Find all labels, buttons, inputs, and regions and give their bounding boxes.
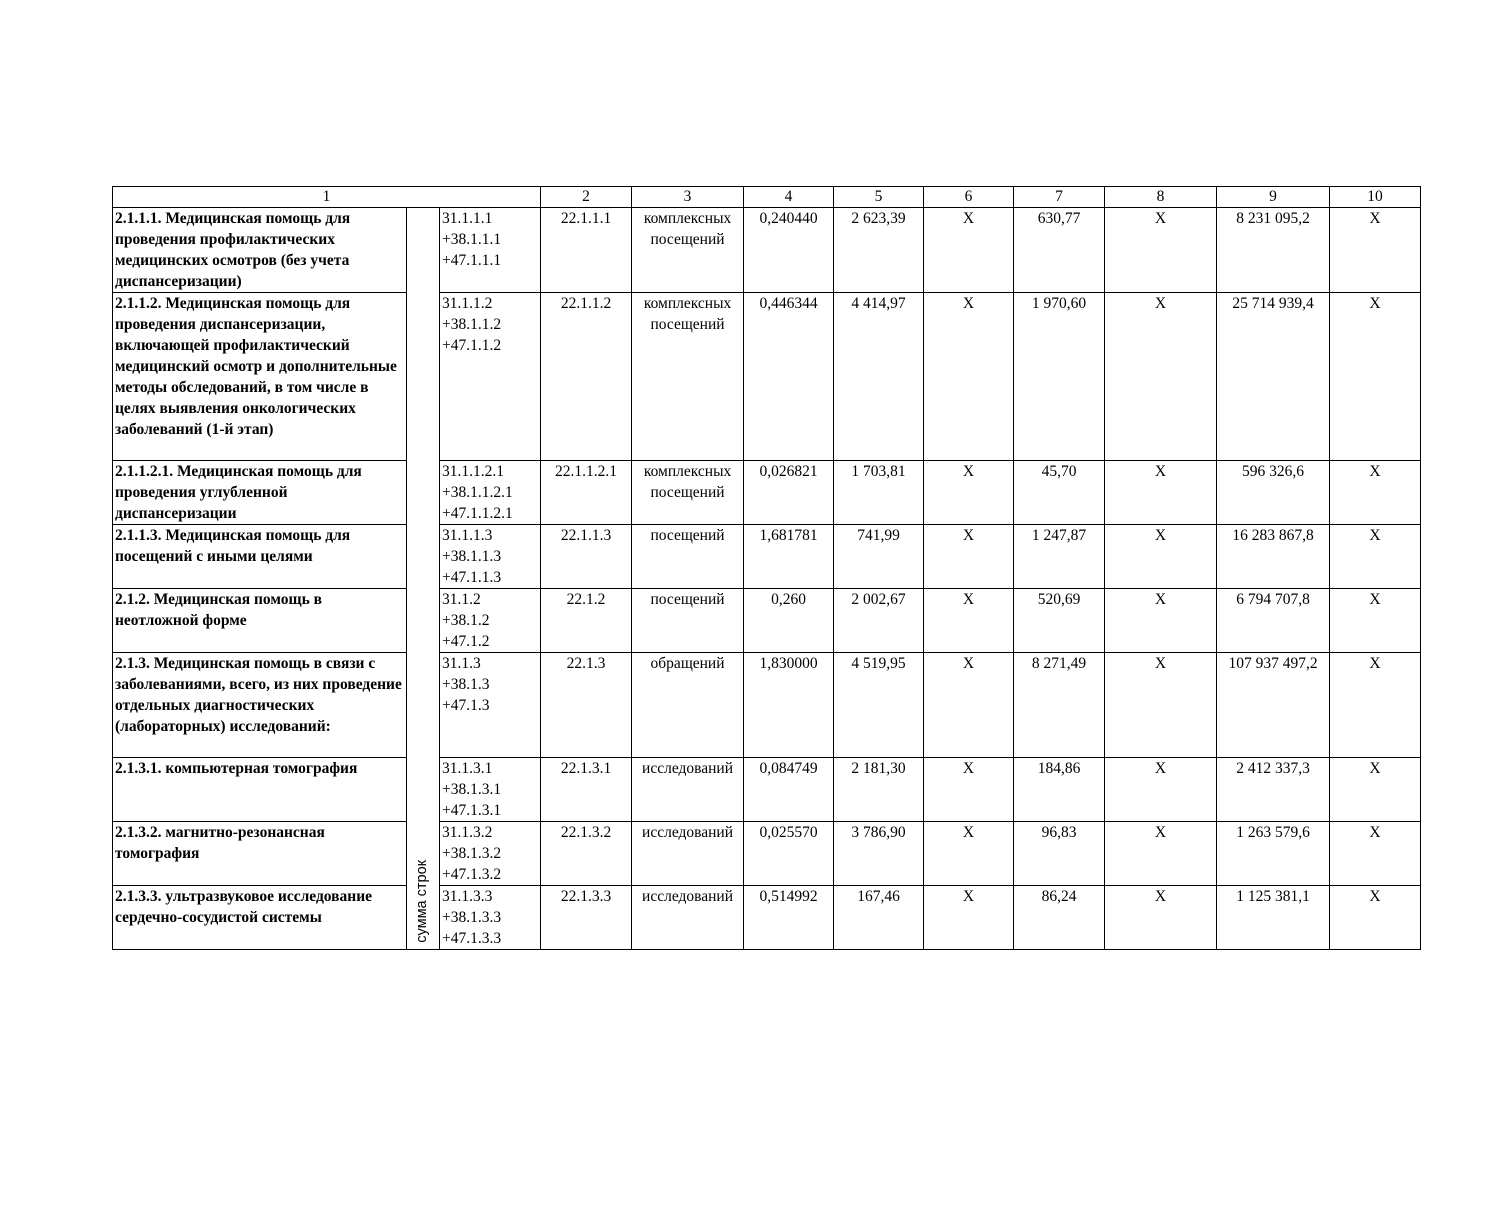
formula-line: +38.1.1.2 (442, 316, 502, 333)
table-row (113, 208, 1421, 293)
value-cell-c6: X (924, 461, 1014, 525)
table-row (113, 822, 1421, 886)
formula-cell (440, 653, 541, 758)
table-row (113, 461, 1421, 525)
formula-line: +38.1.3.2 (442, 845, 502, 862)
formula-line: +38.1.3.1 (442, 781, 502, 798)
unit-line: исследований (642, 824, 734, 841)
header-cell-3: 3 (632, 187, 744, 208)
unit-cell (632, 758, 744, 822)
formula-line: +47.1.2 (442, 633, 490, 650)
value-cell-c10: X (1330, 208, 1421, 293)
value-cell-c7: 96,83 (1014, 822, 1105, 886)
value-cell-c5: 741,99 (834, 525, 924, 589)
code-cell: 22.1.3 (541, 653, 632, 758)
value-cell-c5: 2 623,39 (834, 208, 924, 293)
value-cell-c8: X (1105, 822, 1217, 886)
formula-line: +38.1.2 (442, 612, 490, 629)
row-name-cell: 2.1.1.2.1. Медицинская помощь для проведения углубленной диспансеризации (113, 461, 407, 525)
row-name-cell: 2.1.3.3. ультразвуковое исследование сердечно-сосудистой системы (113, 886, 407, 950)
unit-cell (632, 525, 744, 589)
value-cell-c10: X (1330, 525, 1421, 589)
value-cell-c8: X (1105, 886, 1217, 950)
header-cell-7: 7 (1014, 187, 1105, 208)
formula-cell (440, 461, 541, 525)
header-cell-4: 4 (744, 187, 834, 208)
code-cell: 22.1.1.3 (541, 525, 632, 589)
formula-cell (440, 758, 541, 822)
formula-line: +38.1.3.3 (442, 909, 502, 926)
row-name-cell: 2.1.3. Медицинская помощь в связи с заболеваниями, всего, из них проведение отдельных диагностических (лабораторных) исследований: (113, 653, 407, 758)
unit-line: посещений (650, 484, 725, 501)
code-cell: 22.1.1.2 (541, 293, 632, 461)
unit-cell (632, 293, 744, 461)
row-name-cell: 2.1.1.2. Медицинская помощь для проведения диспансеризации, включающей профилактический медицинский осмотр и дополнительные методы обследований, в том числе в целях выявления онкологических заболеваний (1-й этап) (113, 293, 407, 461)
value-cell-c7: 45,70 (1014, 461, 1105, 525)
header-cell-9: 9 (1217, 187, 1330, 208)
value-cell-c9: 8 231 095,2 (1217, 208, 1330, 293)
value-cell-c4: 0,025570 (744, 822, 834, 886)
value-cell-c9: 1 125 381,1 (1217, 886, 1330, 950)
table-row (113, 758, 1421, 822)
row-name-cell: 2.1.3.2. магнитно-резонансная томография (113, 822, 407, 886)
code-cell: 22.1.2 (541, 589, 632, 653)
formula-line: +47.1.3.2 (442, 866, 502, 883)
table-row (113, 293, 1421, 461)
value-cell-c9: 6 794 707,8 (1217, 589, 1330, 653)
header-cell-6: 6 (924, 187, 1014, 208)
formula-line: +47.1.1.2.1 (442, 505, 513, 522)
value-cell-c6: X (924, 822, 1014, 886)
formula-cell (440, 886, 541, 950)
formula-line: 31.1.3.3 (442, 888, 493, 905)
formula-line: +47.1.3.3 (442, 930, 502, 947)
value-cell-c4: 0,514992 (744, 886, 834, 950)
formula-cell (440, 525, 541, 589)
unit-cell (632, 589, 744, 653)
formula-line: +47.1.3 (442, 697, 490, 714)
row-name-cell: 2.1.1.1. Медицинская помощь для проведения профилактических медицинских осмотров (без учета диспансеризации) (113, 208, 407, 293)
value-cell-c6: X (924, 758, 1014, 822)
header-cell-8: 8 (1105, 187, 1217, 208)
unit-cell (632, 822, 744, 886)
value-cell-c9: 2 412 337,3 (1217, 758, 1330, 822)
value-cell-c4: 1,830000 (744, 653, 834, 758)
value-cell-c7: 630,77 (1014, 208, 1105, 293)
value-cell-c8: X (1105, 525, 1217, 589)
value-cell-c4: 1,681781 (744, 525, 834, 589)
value-cell-c7: 8 271,49 (1014, 653, 1105, 758)
value-cell-c5: 4 414,97 (834, 293, 924, 461)
value-cell-c10: X (1330, 293, 1421, 461)
value-cell-c7: 86,24 (1014, 886, 1105, 950)
data-table (112, 186, 1421, 950)
value-cell-c4: 0,446344 (744, 293, 834, 461)
unit-cell (632, 461, 744, 525)
value-cell-c6: X (924, 653, 1014, 758)
formula-line: 31.1.2 (442, 591, 481, 608)
value-cell-c10: X (1330, 589, 1421, 653)
header-cell-1: 1 (113, 187, 541, 208)
row-name-cell: 2.1.1.3. Медицинская помощь для посещений с иными целями (113, 525, 407, 589)
unit-line: посещений (650, 591, 725, 608)
sum-rows-label: сумма строк (414, 860, 430, 943)
formula-line: 31.1.1.3 (442, 527, 493, 544)
value-cell-c9: 16 283 867,8 (1217, 525, 1330, 589)
unit-line: исследований (642, 888, 734, 905)
value-cell-c10: X (1330, 822, 1421, 886)
unit-cell (632, 208, 744, 293)
value-cell-c7: 1 247,87 (1014, 525, 1105, 589)
value-cell-c6: X (924, 886, 1014, 950)
value-cell-c10: X (1330, 758, 1421, 822)
sum-rows-cell (407, 208, 440, 950)
table-row (113, 525, 1421, 589)
formula-line: 31.1.1.2 (442, 295, 493, 312)
row-name-cell: 2.1.2. Медицинская помощь в неотложной форме (113, 589, 407, 653)
formula-line: +38.1.3 (442, 676, 490, 693)
value-cell-c5: 2 002,67 (834, 589, 924, 653)
value-cell-c8: X (1105, 208, 1217, 293)
value-cell-c5: 2 181,30 (834, 758, 924, 822)
unit-line: обращений (650, 655, 725, 672)
value-cell-c6: X (924, 589, 1014, 653)
table-row (113, 886, 1421, 950)
value-cell-c5: 167,46 (834, 886, 924, 950)
formula-line: 31.1.3.2 (442, 824, 493, 841)
value-cell-c8: X (1105, 461, 1217, 525)
unit-cell (632, 886, 744, 950)
value-cell-c9: 1 263 579,6 (1217, 822, 1330, 886)
value-cell-c6: X (924, 293, 1014, 461)
unit-line: исследований (642, 760, 734, 777)
header-row (113, 187, 1421, 208)
formula-line: +38.1.1.1 (442, 231, 502, 248)
code-cell: 22.1.3.2 (541, 822, 632, 886)
value-cell-c6: X (924, 208, 1014, 293)
value-cell-c9: 107 937 497,2 (1217, 653, 1330, 758)
value-cell-c4: 0,260 (744, 589, 834, 653)
value-cell-c9: 596 326,6 (1217, 461, 1330, 525)
row-name-cell: 2.1.3.1. компьютерная томография (113, 758, 407, 822)
formula-line: +47.1.1.1 (442, 252, 502, 269)
header-cell-2: 2 (541, 187, 632, 208)
unit-cell (632, 653, 744, 758)
formula-line: 31.1.3 (442, 655, 481, 672)
formula-line: +47.1.1.3 (442, 569, 502, 586)
formula-cell (440, 293, 541, 461)
unit-line: комплексных (643, 210, 732, 227)
formula-cell (440, 208, 541, 293)
value-cell-c7: 520,69 (1014, 589, 1105, 653)
value-cell-c5: 1 703,81 (834, 461, 924, 525)
code-cell: 22.1.3.1 (541, 758, 632, 822)
value-cell-c5: 3 786,90 (834, 822, 924, 886)
code-cell: 22.1.1.2.1 (541, 461, 632, 525)
formula-line: +47.1.1.2 (442, 337, 502, 354)
value-cell-c4: 0,240440 (744, 208, 834, 293)
value-cell-c4: 0,026821 (744, 461, 834, 525)
value-cell-c10: X (1330, 461, 1421, 525)
value-cell-c8: X (1105, 589, 1217, 653)
formula-line: 31.1.1.1 (442, 210, 493, 227)
unit-line: комплексных (643, 295, 732, 312)
value-cell-c10: X (1330, 886, 1421, 950)
unit-line: посещений (650, 316, 725, 333)
table-row (113, 589, 1421, 653)
value-cell-c8: X (1105, 758, 1217, 822)
unit-line: комплексных (643, 463, 732, 480)
code-cell: 22.1.1.1 (541, 208, 632, 293)
value-cell-c7: 184,86 (1014, 758, 1105, 822)
formula-line: 31.1.3.1 (442, 760, 493, 777)
value-cell-c6: X (924, 525, 1014, 589)
header-cell-10: 10 (1330, 187, 1421, 208)
value-cell-c9: 25 714 939,4 (1217, 293, 1330, 461)
code-cell: 22.1.3.3 (541, 886, 632, 950)
unit-line: посещений (650, 231, 725, 248)
formula-cell (440, 589, 541, 653)
unit-line: посещений (650, 527, 725, 544)
formula-cell (440, 822, 541, 886)
formula-line: 31.1.1.2.1 (442, 463, 504, 480)
table-row (113, 653, 1421, 758)
formula-line: +47.1.3.1 (442, 802, 502, 819)
value-cell-c10: X (1330, 653, 1421, 758)
value-cell-c4: 0,084749 (744, 758, 834, 822)
value-cell-c7: 1 970,60 (1014, 293, 1105, 461)
header-cell-5: 5 (834, 187, 924, 208)
value-cell-c5: 4 519,95 (834, 653, 924, 758)
value-cell-c8: X (1105, 653, 1217, 758)
value-cell-c8: X (1105, 293, 1217, 461)
formula-line: +38.1.1.2.1 (442, 484, 513, 501)
formula-line: +38.1.1.3 (442, 548, 502, 565)
